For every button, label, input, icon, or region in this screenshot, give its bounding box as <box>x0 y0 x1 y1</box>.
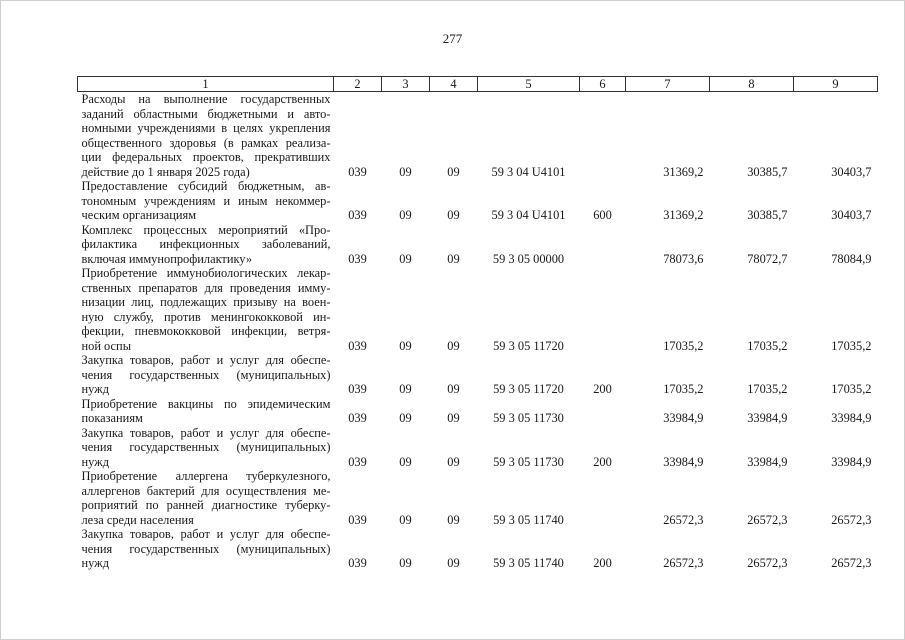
row-description <box>78 527 334 571</box>
subsection-code: 09 <box>447 251 460 266</box>
target-article: 59 3 05 11730 <box>493 411 564 425</box>
row-description <box>78 223 334 267</box>
amount-year-3: 30403,7 <box>831 208 872 222</box>
table-row <box>78 527 878 571</box>
table-row <box>78 266 878 353</box>
amount-year-2: 78072,7 <box>747 251 788 266</box>
amount-year-3: 78084,9 <box>831 251 872 266</box>
row-description <box>78 426 334 470</box>
description-line: нужд <box>81 454 110 469</box>
amount-year-2: 30385,7 <box>747 208 788 222</box>
subsection-code: 09 <box>447 411 460 425</box>
amount-year-1: 33984,9 <box>663 454 704 469</box>
amount-year-2: 33984,9 <box>747 411 788 425</box>
description-line: тономным учреждениям и иным некоммер- <box>81 193 331 208</box>
target-article: 59 3 05 11730 <box>493 454 564 469</box>
description-line: Приобретение аллергена туберкулезного, <box>81 469 331 483</box>
description-line: нужд <box>81 556 110 570</box>
table-header <box>78 77 878 92</box>
col-header-9: 9 <box>794 77 878 92</box>
row-description <box>78 179 334 223</box>
description-line: Приобретение вакцины по эпидемическим <box>81 396 331 411</box>
amount-year-3: 17035,2 <box>831 382 872 396</box>
col-header-8: 8 <box>710 77 794 92</box>
description-line: ную службу, против менингококковой ин- <box>81 309 331 324</box>
description-line: ческим организациям <box>81 208 197 222</box>
description-line: низации лиц, подлежащих призыву на воен- <box>81 295 331 309</box>
amount-year-1: 17035,2 <box>663 382 704 396</box>
section-code: 09 <box>399 411 412 425</box>
ministry-code: 039 <box>348 208 367 222</box>
description-line: ции федеральных проектов, прекративших <box>81 150 331 164</box>
col-header-1: 1 <box>78 77 334 92</box>
section-code: 09 <box>399 251 412 266</box>
description-line: Закупка товаров, работ и услуг для обеспе- <box>81 353 331 367</box>
description-line: Предоставление субсидий бюджетным, ав- <box>81 179 331 193</box>
ministry-code: 039 <box>348 556 367 570</box>
ministry-code: 039 <box>348 382 367 396</box>
amount-year-1: 26572,3 <box>663 512 704 527</box>
description-line: заданий областными бюджетными и авто- <box>81 106 331 121</box>
table-row <box>78 353 878 397</box>
amount-year-1: 26572,3 <box>663 556 704 570</box>
ministry-code: 039 <box>348 338 367 353</box>
expense-type: 600 <box>593 208 612 222</box>
description-line: леза среди населения <box>81 512 194 527</box>
budget-table <box>77 76 878 571</box>
description-line: показаниям <box>81 411 143 425</box>
subsection-code: 09 <box>447 164 460 179</box>
col-header-2: 2 <box>334 77 382 92</box>
page-number: 277 <box>442 31 463 46</box>
amount-year-3: 26572,3 <box>831 512 872 527</box>
col-header-4: 4 <box>430 77 478 92</box>
target-article: 59 3 05 11720 <box>493 382 564 396</box>
expense-type <box>580 469 626 527</box>
amount-year-2: 33984,9 <box>747 454 788 469</box>
table-row <box>78 223 878 267</box>
description-line: Расходы на выполнение государственных <box>81 92 331 106</box>
col-header-7: 7 <box>626 77 710 92</box>
expense-type <box>580 92 626 180</box>
column-number-row <box>78 77 878 92</box>
amount-year-3: 17035,2 <box>831 338 872 353</box>
amount-year-1: 31369,2 <box>663 164 704 179</box>
table-row <box>78 426 878 470</box>
description-line: роприятий по ранней диагностике туберку- <box>81 498 331 512</box>
table-row <box>78 397 878 426</box>
description-line: номными учреждениями в целях укрепления <box>81 121 331 135</box>
subsection-code: 09 <box>447 454 460 469</box>
amount-year-3: 26572,3 <box>831 556 872 570</box>
amount-year-1: 78073,6 <box>663 251 704 266</box>
expense-type <box>580 223 626 267</box>
amount-year-2: 26572,3 <box>747 556 788 570</box>
description-line: Приобретение иммунобиологических лекар- <box>81 266 331 280</box>
section-code: 09 <box>399 512 412 527</box>
target-article: 59 3 04 U4101 <box>491 208 566 222</box>
target-article: 59 3 05 00000 <box>492 251 565 266</box>
ministry-code: 039 <box>348 512 367 527</box>
description-line: фекции, пневмококковой инфекции, ветря- <box>81 324 331 338</box>
expense-type: 200 <box>593 382 612 396</box>
ministry-code: 039 <box>348 411 367 425</box>
description-line: чения государственных (муниципальных) <box>81 541 331 556</box>
subsection-code: 09 <box>447 556 460 570</box>
col-header-3: 3 <box>382 77 430 92</box>
ministry-code: 039 <box>348 164 367 179</box>
subsection-code: 09 <box>447 382 460 396</box>
target-article: 59 3 05 11740 <box>493 512 564 527</box>
amount-year-3: 33984,9 <box>831 411 872 425</box>
description-line: общественного здоровья (в рамках реализа- <box>81 135 331 150</box>
amount-year-1: 17035,2 <box>663 338 704 353</box>
description-line: ной оспы <box>81 338 132 353</box>
description-line: чения государственных (муниципальных) <box>81 367 331 382</box>
amount-year-2: 17035,2 <box>747 338 788 353</box>
col-header-6: 6 <box>580 77 626 92</box>
expense-type: 200 <box>593 556 612 570</box>
target-article: 59 3 05 11740 <box>493 556 564 570</box>
row-description <box>78 397 334 426</box>
description-line: аллергенов бактерий для осуществления ме- <box>81 483 331 498</box>
subsection-code: 09 <box>447 338 460 353</box>
ministry-code: 039 <box>348 454 367 469</box>
row-description <box>78 469 334 527</box>
description-line: Комплекс процессных мероприятий «Про- <box>81 222 331 237</box>
amount-year-1: 31369,2 <box>663 208 704 222</box>
row-description <box>78 92 334 180</box>
description-line: Закупка товаров, работ и услуг для обеспе- <box>81 527 331 541</box>
description-line: ственных препаратов для проведения имму- <box>81 280 331 295</box>
description-line: включая иммунопрофилактику» <box>81 251 253 266</box>
description-line: филактика инфекционных заболеваний, <box>81 237 331 251</box>
amount-year-2: 30385,7 <box>747 164 788 179</box>
table-row <box>78 92 878 180</box>
table-row <box>78 469 878 527</box>
section-code: 09 <box>399 164 412 179</box>
amount-year-3: 33984,9 <box>831 454 872 469</box>
table-row <box>78 179 878 223</box>
target-article: 59 3 05 11720 <box>493 338 564 353</box>
row-description <box>78 266 334 353</box>
target-article: 59 3 04 U4101 <box>491 164 566 179</box>
section-code: 09 <box>399 382 412 396</box>
section-code: 09 <box>399 208 412 222</box>
amount-year-2: 26572,3 <box>747 512 788 527</box>
table-body <box>78 92 878 571</box>
amount-year-2: 17035,2 <box>747 382 788 396</box>
row-description <box>78 353 334 397</box>
col-header-5: 5 <box>478 77 580 92</box>
section-code: 09 <box>399 338 412 353</box>
subsection-code: 09 <box>447 512 460 527</box>
section-code: 09 <box>399 556 412 570</box>
expense-type <box>580 266 626 353</box>
amount-year-1: 33984,9 <box>663 411 704 425</box>
description-line: нужд <box>81 382 110 396</box>
description-line: действие до 1 января 2025 года) <box>81 164 250 179</box>
ministry-code: 039 <box>348 251 367 266</box>
expense-type <box>580 397 626 426</box>
description-line: Закупка товаров, работ и услуг для обеспе- <box>81 425 331 440</box>
amount-year-3: 30403,7 <box>831 164 872 179</box>
section-code: 09 <box>399 454 412 469</box>
description-line: чения государственных (муниципальных) <box>81 440 331 454</box>
expense-type: 200 <box>593 454 612 469</box>
subsection-code: 09 <box>447 208 460 222</box>
